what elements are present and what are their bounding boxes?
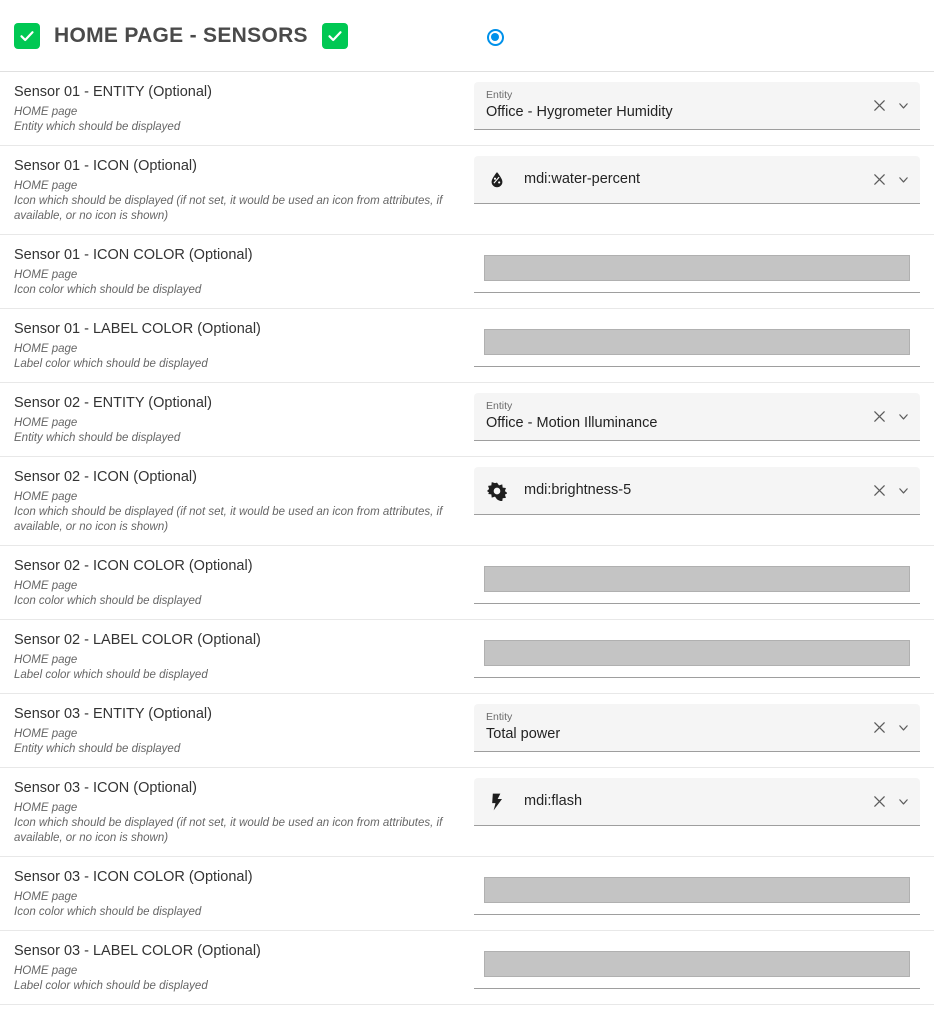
- color-input-field[interactable]: [474, 867, 920, 915]
- row-subtitle-page: HOME page: [14, 106, 78, 118]
- entity-field-value: Office - Hygrometer Humidity: [486, 104, 673, 120]
- row-subtitle-page: HOME page: [14, 965, 78, 977]
- header-checkbox-right[interactable]: [322, 23, 348, 49]
- entity-field-content: [486, 711, 862, 744]
- page-header: [0, 0, 934, 72]
- field-actions: [872, 720, 910, 735]
- entity-field-content: [486, 400, 862, 433]
- color-swatch[interactable]: [484, 640, 910, 666]
- brightness-5-icon: [486, 480, 508, 502]
- color-swatch[interactable]: [484, 566, 910, 592]
- icon-select-field[interactable]: [474, 778, 920, 826]
- row-label-group: [0, 457, 474, 545]
- icon-select-field[interactable]: [474, 156, 920, 204]
- color-swatch[interactable]: [484, 877, 910, 903]
- row-title: Sensor 03 - ICON (Optional): [14, 780, 197, 796]
- row-title: Sensor 03 - ICON COLOR (Optional): [14, 869, 253, 885]
- field-actions: [872, 483, 910, 498]
- entity-select-field[interactable]: [474, 393, 920, 441]
- row-title: Sensor 02 - ICON COLOR (Optional): [14, 558, 253, 574]
- settings-row: [0, 931, 934, 1005]
- entity-field-label: Entity: [486, 711, 513, 723]
- clear-icon[interactable]: [872, 98, 887, 113]
- settings-row: [0, 146, 934, 235]
- color-input-field[interactable]: [474, 245, 920, 293]
- row-subtitle-page: HOME page: [14, 580, 78, 592]
- row-control-group: [474, 768, 934, 836]
- row-label-group: [0, 309, 474, 382]
- icon-field-content: [486, 480, 862, 502]
- chevron-down-icon[interactable]: [897, 721, 910, 734]
- row-subtitle-desc: Entity which should be displayed: [14, 432, 181, 444]
- row-title: Sensor 01 - ICON COLOR (Optional): [14, 247, 253, 263]
- row-title: Sensor 02 - ICON (Optional): [14, 469, 197, 485]
- row-control-group: [474, 694, 934, 762]
- row-subtitle-page: HOME page: [14, 417, 78, 429]
- row-subtitle-desc: Label color which should be displayed: [14, 358, 208, 370]
- field-actions: [872, 794, 910, 809]
- chevron-down-icon[interactable]: [897, 410, 910, 423]
- icon-field-content: [486, 169, 862, 191]
- row-subtitle-desc: Label color which should be displayed: [14, 669, 208, 681]
- page-title: HOME PAGE - SENSORS: [54, 23, 308, 47]
- color-swatch[interactable]: [484, 951, 910, 977]
- row-subtitle-page: HOME page: [14, 802, 78, 814]
- header-radio-button[interactable]: [482, 24, 508, 50]
- row-subtitle-desc: Entity which should be displayed: [14, 121, 181, 133]
- clear-icon[interactable]: [872, 794, 887, 809]
- row-subtitle-page: HOME page: [14, 180, 78, 192]
- clear-icon[interactable]: [872, 483, 887, 498]
- settings-row: [0, 72, 934, 146]
- row-title: Sensor 03 - ENTITY (Optional): [14, 706, 212, 722]
- entity-field-label: Entity: [486, 89, 513, 101]
- row-control-group: [474, 620, 934, 688]
- row-title: Sensor 01 - ENTITY (Optional): [14, 84, 212, 100]
- color-input-field[interactable]: [474, 319, 920, 367]
- chevron-down-icon[interactable]: [897, 795, 910, 808]
- settings-row: [0, 546, 934, 620]
- settings-row: [0, 857, 934, 931]
- row-label-group: [0, 694, 474, 767]
- row-label-group: [0, 546, 474, 619]
- row-control-group: [474, 309, 934, 377]
- row-label-group: [0, 146, 474, 234]
- water-percent-icon: [486, 169, 508, 191]
- row-subtitle-page: HOME page: [14, 891, 78, 903]
- field-actions: [872, 172, 910, 187]
- entity-field-content: [486, 89, 862, 122]
- row-subtitle-desc: Icon color which should be displayed: [14, 906, 202, 918]
- clear-icon[interactable]: [872, 172, 887, 187]
- clear-icon[interactable]: [872, 720, 887, 735]
- chevron-down-icon[interactable]: [897, 99, 910, 112]
- row-control-group: [474, 72, 934, 140]
- row-label-group: [0, 620, 474, 693]
- entity-field-value: Office - Motion Illuminance: [486, 415, 658, 431]
- row-label-group: [0, 383, 474, 456]
- field-actions: [872, 98, 910, 113]
- row-label-group: [0, 235, 474, 308]
- settings-row: [0, 457, 934, 546]
- row-subtitle-desc: Icon which should be displayed (if not set, it would be used an icon from attributes, if available, or no icon is shown): [14, 817, 443, 844]
- icon-field-content: [486, 791, 862, 813]
- row-title: Sensor 01 - ICON (Optional): [14, 158, 197, 174]
- field-actions: [872, 409, 910, 424]
- row-control-group: [474, 857, 934, 925]
- row-label-group: [0, 857, 474, 930]
- entity-field-label: Entity: [486, 400, 513, 412]
- entity-field-value: Total power: [486, 726, 561, 742]
- row-subtitle-page: HOME page: [14, 269, 78, 281]
- row-label-group: [0, 72, 474, 145]
- row-subtitle-desc: Label color which should be displayed: [14, 980, 208, 992]
- row-subtitle-desc: Icon color which should be displayed: [14, 284, 202, 296]
- settings-row: [0, 383, 934, 457]
- row-control-group: [474, 931, 934, 999]
- row-subtitle-desc: Icon color which should be displayed: [14, 595, 202, 607]
- row-subtitle-page: HOME page: [14, 491, 78, 503]
- radio-outer-ring: [487, 29, 504, 46]
- icon-field-value: mdi:brightness-5: [524, 482, 632, 498]
- icon-field-value: mdi:water-percent: [524, 171, 641, 187]
- row-label-group: [0, 768, 474, 856]
- color-swatch[interactable]: [484, 255, 910, 281]
- clear-icon[interactable]: [872, 409, 887, 424]
- chevron-down-icon[interactable]: [897, 173, 910, 186]
- row-subtitle-page: HOME page: [14, 343, 78, 355]
- color-input-field[interactable]: [474, 941, 920, 989]
- icon-field-value: mdi:flash: [524, 793, 583, 809]
- settings-row: [0, 768, 934, 857]
- chevron-down-icon[interactable]: [897, 484, 910, 497]
- row-title: Sensor 01 - LABEL COLOR (Optional): [14, 321, 261, 337]
- entity-select-field[interactable]: [474, 82, 920, 130]
- row-control-group: [474, 383, 934, 451]
- flash-icon: [486, 791, 508, 813]
- entity-select-field[interactable]: [474, 704, 920, 752]
- row-subtitle-desc: Icon which should be displayed (if not set, it would be used an icon from attributes, if available, or no icon is shown): [14, 506, 443, 533]
- color-input-field[interactable]: [474, 556, 920, 604]
- settings-row: [0, 309, 934, 383]
- row-subtitle-desc: Entity which should be displayed: [14, 743, 181, 755]
- row-subtitle-page: HOME page: [14, 654, 78, 666]
- row-title: Sensor 02 - ENTITY (Optional): [14, 395, 212, 411]
- settings-row-list: [0, 72, 934, 1005]
- settings-row: [0, 694, 934, 768]
- settings-row: [0, 620, 934, 694]
- radio-inner-dot: [491, 33, 499, 41]
- color-input-field[interactable]: [474, 630, 920, 678]
- row-title: Sensor 03 - LABEL COLOR (Optional): [14, 943, 261, 959]
- icon-select-field[interactable]: [474, 467, 920, 515]
- row-control-group: [474, 546, 934, 614]
- color-swatch[interactable]: [484, 329, 910, 355]
- row-subtitle-page: HOME page: [14, 728, 78, 740]
- settings-row: [0, 235, 934, 309]
- row-control-group: [474, 457, 934, 525]
- row-label-group: [0, 931, 474, 1004]
- row-control-group: [474, 146, 934, 214]
- row-subtitle-desc: Icon which should be displayed (if not set, it would be used an icon from attributes, if available, or no icon is shown): [14, 195, 443, 222]
- row-control-group: [474, 235, 934, 303]
- header-checkbox-left[interactable]: [14, 23, 40, 49]
- row-title: Sensor 02 - LABEL COLOR (Optional): [14, 632, 261, 648]
